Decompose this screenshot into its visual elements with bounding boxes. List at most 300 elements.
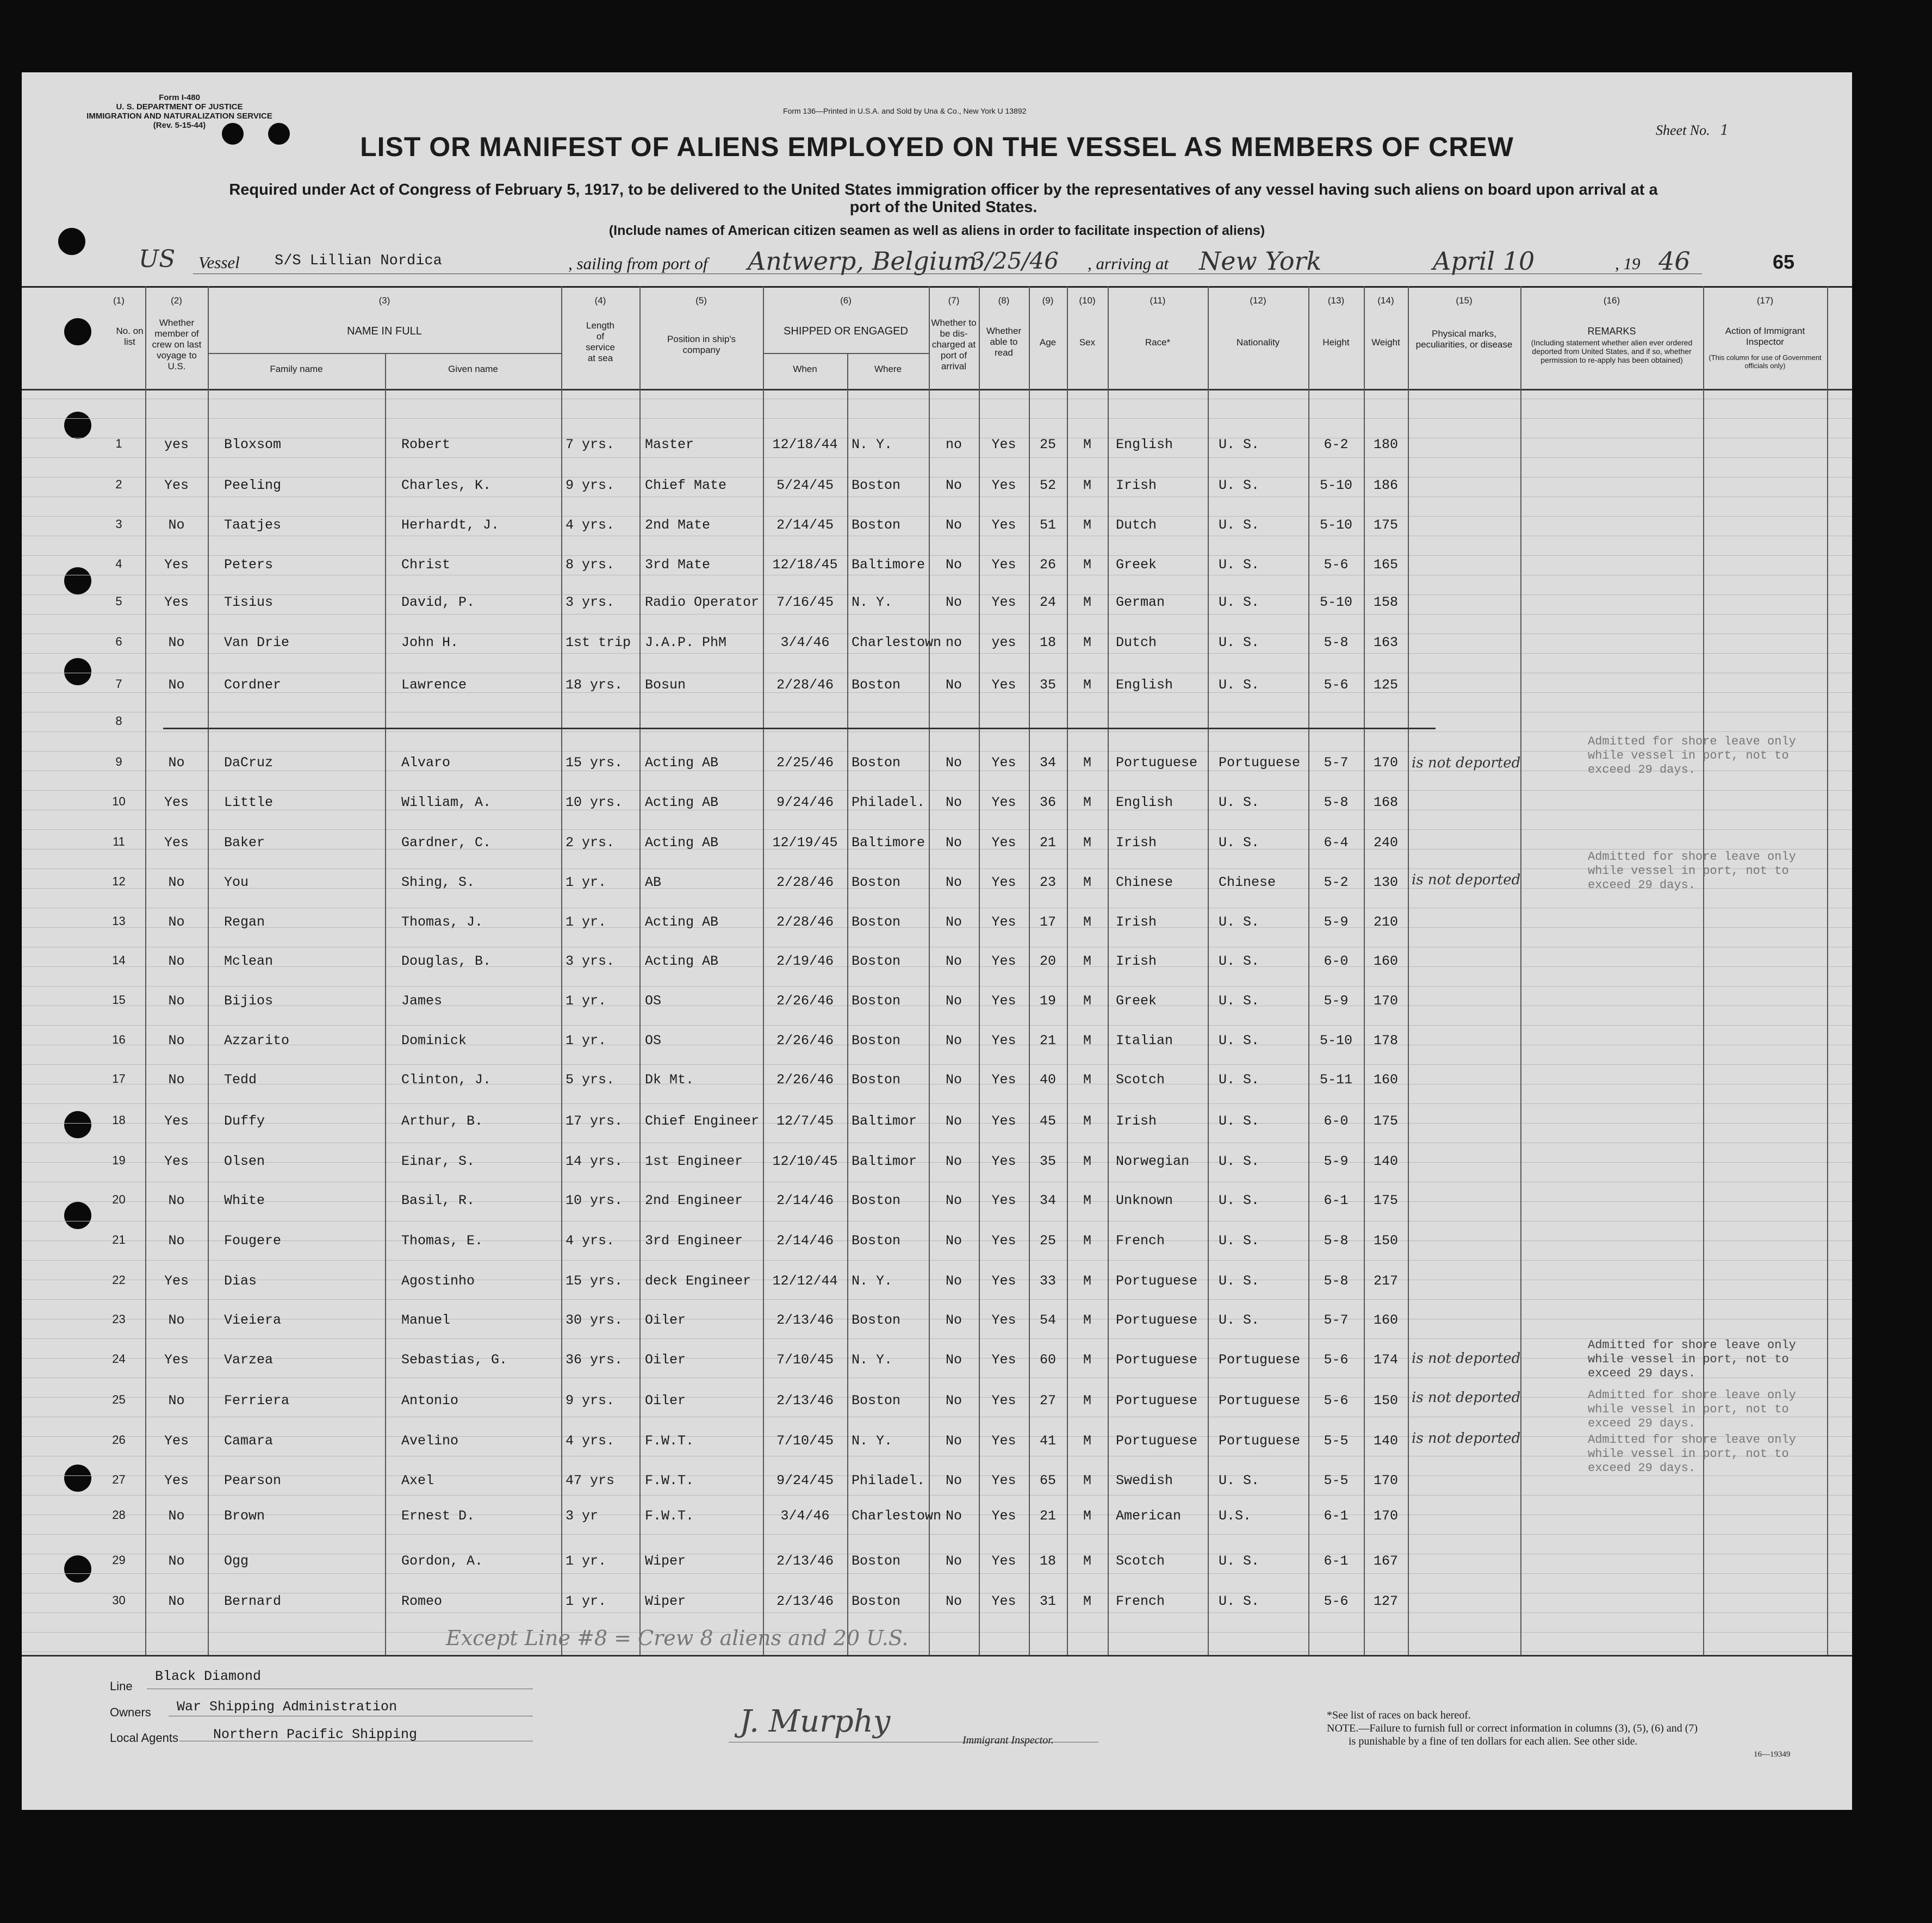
- ruled-line: [22, 829, 1852, 830]
- cell-sex: M: [1083, 1352, 1091, 1368]
- cell-position: Chief Mate: [645, 477, 727, 493]
- cell-position: J.A.P. PhM: [645, 635, 727, 650]
- summary-note: Except Line #8 = Crew 8 aliens and 20 U.S.: [446, 1626, 909, 1650]
- cell-height: 5-8: [1324, 795, 1349, 810]
- col-num-6: (6): [840, 295, 852, 306]
- cell-race: English: [1116, 437, 1173, 452]
- subtitle-act: [98, 181, 1789, 216]
- col-num-8: (8): [998, 295, 1010, 306]
- cell-service: 17 yrs.: [566, 1113, 623, 1129]
- punch-hole: [64, 1111, 91, 1138]
- cell-when: 3/4/46: [780, 1508, 830, 1524]
- cell-service: 30 yrs.: [566, 1312, 623, 1328]
- cell-weight: 170: [1373, 1508, 1398, 1524]
- cell-weight: 210: [1373, 914, 1398, 930]
- shore-leave-remark: Admitted for shore leave only while vessel in port, not to exceed 29 days.: [1588, 735, 1796, 777]
- cell-where: Baltimor: [852, 1153, 917, 1169]
- cell-member: Yes: [164, 557, 189, 573]
- column-divider: [639, 286, 641, 1655]
- cell-position: Bosun: [645, 677, 686, 693]
- cell-discharged: No: [945, 1393, 962, 1409]
- cell-where: Boston: [852, 677, 901, 693]
- ruled-line: [22, 1632, 1852, 1633]
- cell-service: 3 yr: [566, 1508, 599, 1524]
- cell-weight: 130: [1373, 874, 1398, 890]
- cell-no: 25: [112, 1393, 126, 1406]
- cell-where: Boston: [852, 1553, 901, 1569]
- shore-leave-remark: Admitted for shore leave only while vessel in port, not to exceed 29 days.: [1588, 850, 1796, 892]
- vessel-flag: US: [139, 245, 176, 273]
- cell-sex: M: [1083, 437, 1091, 452]
- col-num-7: (7): [948, 295, 960, 306]
- cell-sex: M: [1083, 1553, 1091, 1569]
- cell-height: 6-1: [1324, 1508, 1349, 1524]
- cell-height: 5-9: [1324, 914, 1349, 930]
- cell-race: Dutch: [1116, 635, 1157, 650]
- col-head-10: Sex: [1079, 337, 1096, 348]
- ruled-line: [22, 1612, 1852, 1613]
- cell-service: 36 yrs.: [566, 1352, 623, 1368]
- cell-member: Yes: [164, 1153, 189, 1169]
- cell-when: 12/18/44: [772, 437, 838, 452]
- cell-no: 15: [112, 993, 126, 1007]
- cell-service: 1 yr.: [566, 993, 607, 1009]
- cell-family-name: Duffy: [224, 1113, 265, 1129]
- cell-sex: M: [1083, 1113, 1091, 1129]
- col-head-13: Height: [1322, 337, 1350, 348]
- cell-no: 21: [112, 1233, 126, 1246]
- cell-nationality: U. S.: [1219, 517, 1260, 533]
- cell-age: 52: [1039, 477, 1056, 493]
- cell-sex: M: [1083, 1473, 1091, 1488]
- cell-position: 1st Engineer: [645, 1153, 743, 1169]
- cell-race: French: [1116, 1233, 1165, 1249]
- cell-family-name: Tisius: [224, 594, 274, 610]
- cell-height: 5-10: [1319, 517, 1352, 533]
- punch-hole: [64, 567, 91, 594]
- cell-race: Portuguese: [1116, 755, 1198, 771]
- punch-hole: [64, 318, 91, 345]
- owners-label: Owners: [110, 1705, 151, 1719]
- cell-given-name: Arthur, B.: [401, 1113, 483, 1129]
- manifest-page: [22, 72, 1852, 1810]
- cell-service: 5 yrs.: [566, 1072, 615, 1088]
- ruled-line: [22, 1299, 1852, 1300]
- punch-hole: [64, 412, 91, 439]
- cell-discharged: No: [945, 993, 962, 1009]
- cell-family-name: Ferriera: [224, 1393, 290, 1409]
- cell-race: German: [1116, 594, 1165, 610]
- col-head-17: Action of Immigrant Inspector: [1725, 326, 1805, 347]
- cell-where: Charlestown: [852, 1508, 942, 1524]
- cell-age: 40: [1039, 1072, 1056, 1088]
- cell-height: 5-6: [1324, 557, 1349, 573]
- cell-read: Yes: [991, 1393, 1016, 1409]
- cell-height: 5-5: [1324, 1473, 1349, 1488]
- cell-service: 8 yrs.: [566, 557, 615, 573]
- cell-read: Yes: [991, 835, 1016, 851]
- cell-service: 10 yrs.: [566, 795, 623, 810]
- ruled-line: [22, 516, 1852, 517]
- cell-given-name: Douglas, B.: [401, 953, 492, 969]
- col-num-10: (10): [1079, 295, 1096, 306]
- cell-sex: M: [1083, 1433, 1091, 1449]
- cell-sex: M: [1083, 635, 1091, 650]
- column-divider: [1408, 286, 1409, 1655]
- cell-nationality: Portuguese: [1219, 755, 1301, 771]
- cell-no: 14: [112, 953, 126, 967]
- cell-nationality: U. S.: [1219, 594, 1260, 610]
- cell-service: 14 yrs.: [566, 1153, 623, 1169]
- col-head-when: When: [793, 364, 817, 374]
- cell-height: 5-9: [1324, 993, 1349, 1009]
- cell-age: 35: [1039, 1153, 1056, 1169]
- cell-given-name: Lawrence: [401, 677, 467, 693]
- cell-given-name: Axel: [401, 1473, 434, 1488]
- cell-read: Yes: [991, 1193, 1016, 1208]
- cell-race: Chinese: [1116, 874, 1173, 890]
- cell-height: 5-5: [1324, 1433, 1349, 1449]
- cell-given-name: Gardner, C.: [401, 835, 492, 851]
- cell-age: 34: [1039, 1193, 1056, 1208]
- cell-discharged: No: [945, 914, 962, 930]
- cell-read: Yes: [991, 1352, 1016, 1368]
- cell-nationality: U. S.: [1219, 477, 1260, 493]
- cell-discharged: No: [945, 1193, 962, 1208]
- cell-height: 5-11: [1319, 1072, 1352, 1088]
- cell-race: Scotch: [1116, 1072, 1165, 1088]
- col-head-5: Position in ship's company: [667, 334, 736, 355]
- cell-service: 3 yrs.: [566, 594, 615, 610]
- cell-sex: M: [1083, 993, 1091, 1009]
- form-revision: (Rev. 5-15-44): [153, 121, 206, 130]
- cell-discharged: No: [945, 1233, 962, 1249]
- cell-member: Yes: [164, 1273, 189, 1289]
- cell-service: 1 yr.: [566, 1593, 607, 1609]
- col-num-2: (2): [171, 295, 182, 306]
- cell-weight: 150: [1373, 1233, 1398, 1249]
- cell-family-name: Azzarito: [224, 1033, 290, 1049]
- cell-no: 30: [112, 1593, 126, 1607]
- cell-sex: M: [1083, 874, 1091, 890]
- cell-family-name: Fougere: [224, 1233, 282, 1249]
- cell-read: Yes: [991, 1273, 1016, 1289]
- cell-read: Yes: [991, 594, 1016, 610]
- cell-weight: 150: [1373, 1393, 1398, 1409]
- cell-given-name: Manuel: [401, 1312, 451, 1328]
- ruled-line: [22, 1025, 1852, 1026]
- cell-member: No: [168, 1553, 185, 1569]
- col-head-given: Given name: [448, 364, 498, 374]
- page-number: 65: [1773, 251, 1795, 273]
- col-head-8: Whether able to read: [986, 326, 1022, 358]
- cell-where: Boston: [852, 1312, 901, 1328]
- cell-age: 26: [1039, 557, 1056, 573]
- cell-where: Baltimore: [852, 835, 925, 851]
- cell-race: Portuguese: [1116, 1433, 1198, 1449]
- shipped-subheader-line: [763, 353, 929, 354]
- col-head-3: NAME IN FULL: [347, 325, 422, 337]
- cell-weight: 140: [1373, 1153, 1398, 1169]
- cell-where: Boston: [852, 1233, 901, 1249]
- cell-family-name: Vieiera: [224, 1312, 282, 1328]
- cell-where: Boston: [852, 1593, 901, 1609]
- ruled-line: [22, 751, 1852, 752]
- cell-position: 2nd Mate: [645, 517, 711, 533]
- cell-weight: 127: [1373, 1593, 1398, 1609]
- cell-nationality: Portuguese: [1219, 1393, 1301, 1409]
- not-deported-note: is not deported: [1412, 872, 1521, 888]
- cell-read: Yes: [991, 517, 1016, 533]
- col-head-where: Where: [874, 364, 902, 374]
- cell-position: Oiler: [645, 1352, 686, 1368]
- cell-given-name: Agostinho: [401, 1273, 475, 1289]
- cell-height: 5-8: [1324, 1233, 1349, 1249]
- cell-family-name: Olsen: [224, 1153, 265, 1169]
- cell-given-name: Robert: [401, 437, 451, 452]
- cell-member: No: [168, 914, 185, 930]
- col-head-14: Weight: [1371, 337, 1400, 348]
- cell-height: 5-10: [1319, 1033, 1352, 1049]
- cell-height: 6-0: [1324, 953, 1349, 969]
- cell-weight: 170: [1373, 755, 1398, 771]
- cell-height: 5-7: [1324, 1312, 1349, 1328]
- printer-note: Form 136—Printed in U.S.A. and Sold by Una & Co., New York U 13892: [783, 107, 1027, 115]
- cell-discharged: No: [945, 795, 962, 810]
- cell-when: 2/14/46: [776, 1193, 834, 1208]
- cell-position: OS: [645, 1033, 662, 1049]
- cell-height: 5-7: [1324, 755, 1349, 771]
- cell-sex: M: [1083, 1193, 1091, 1208]
- cell-family-name: Baker: [224, 835, 265, 851]
- cell-when: 2/19/46: [776, 953, 834, 969]
- cell-discharged: No: [945, 1593, 962, 1609]
- cell-read: Yes: [991, 953, 1016, 969]
- col-num-4: (4): [594, 295, 606, 306]
- cell-when: 12/12/44: [772, 1273, 838, 1289]
- cell-member: Yes: [164, 477, 189, 493]
- cell-weight: 160: [1373, 953, 1398, 969]
- cell-where: Charlestown: [852, 635, 942, 650]
- cell-nationality: U. S.: [1219, 1233, 1260, 1249]
- cell-sex: M: [1083, 557, 1091, 573]
- cell-when: 12/18/45: [772, 557, 838, 573]
- cell-service: 1st trip: [566, 635, 631, 650]
- cell-where: Baltimore: [852, 557, 925, 573]
- cell-family-name: Cordner: [224, 677, 282, 693]
- cell-read: Yes: [991, 874, 1016, 890]
- cell-service: 15 yrs.: [566, 1273, 623, 1289]
- punch-hole: [64, 658, 91, 685]
- cell-given-name: Avelino: [401, 1433, 459, 1449]
- cell-race: Portuguese: [1116, 1273, 1198, 1289]
- year-prefix: , 19: [1615, 254, 1641, 273]
- footer-note-fine: is punishable by a fine of ten dollars for each alien. See other side.: [1349, 1735, 1638, 1747]
- cell-when: 3/4/46: [780, 635, 830, 650]
- col-head-1: No. on list: [116, 326, 144, 347]
- cell-when: 2/13/46: [776, 1312, 834, 1328]
- column-divider: [1208, 286, 1209, 1655]
- cell-member: No: [168, 755, 185, 771]
- cell-read: Yes: [991, 677, 1016, 693]
- cell-no: 1: [115, 437, 122, 450]
- cell-no: 23: [112, 1312, 126, 1326]
- cell-age: 65: [1039, 1473, 1056, 1488]
- cell-no: 8: [115, 714, 122, 728]
- cell-position: Wiper: [645, 1593, 686, 1609]
- cell-member: No: [168, 1233, 185, 1249]
- cell-where: Boston: [852, 755, 901, 771]
- cell-where: N. Y.: [852, 1352, 893, 1368]
- cell-discharged: No: [945, 874, 962, 890]
- cell-service: 1 yr.: [566, 914, 607, 930]
- cell-given-name: Ernest D.: [401, 1508, 475, 1524]
- cell-family-name: Tedd: [224, 1072, 257, 1088]
- cell-no: 9: [115, 755, 122, 768]
- cell-family-name: Bernard: [224, 1593, 282, 1609]
- shore-leave-remark: Admitted for shore leave only while vessel in port, not to exceed 29 days.: [1588, 1338, 1796, 1380]
- col-num-5: (5): [695, 295, 707, 306]
- cell-discharged: No: [945, 594, 962, 610]
- col-num-13: (13): [1327, 295, 1345, 306]
- cell-read: Yes: [991, 1312, 1016, 1328]
- cell-weight: 160: [1373, 1072, 1398, 1088]
- cell-age: 18: [1039, 1553, 1056, 1569]
- cell-age: 27: [1039, 1393, 1056, 1409]
- cell-discharged: No: [945, 1433, 962, 1449]
- cell-family-name: DaCruz: [224, 755, 274, 771]
- cell-sex: M: [1083, 1033, 1091, 1049]
- cell-given-name: Antonio: [401, 1393, 459, 1409]
- cell-where: Boston: [852, 1393, 901, 1409]
- col-head-11: Race*: [1145, 337, 1171, 348]
- cell-family-name: Pearson: [224, 1473, 282, 1488]
- cell-service: 4 yrs.: [566, 1433, 615, 1449]
- cell-race: American: [1116, 1508, 1182, 1524]
- cell-position: F.W.T.: [645, 1433, 694, 1449]
- vessel-label: Vessel: [198, 253, 240, 272]
- cell-no: 29: [112, 1553, 126, 1567]
- cell-when: 2/13/46: [776, 1553, 834, 1569]
- cell-nationality: U. S.: [1219, 437, 1260, 452]
- cell-read: Yes: [991, 477, 1016, 493]
- table-top-border: [22, 286, 1852, 288]
- cell-no: 20: [112, 1193, 126, 1206]
- not-deported-note: is not deported: [1412, 1350, 1521, 1367]
- cell-height: 5-10: [1319, 594, 1352, 610]
- cell-no: 24: [112, 1352, 126, 1366]
- cell-family-name: Peeling: [224, 477, 282, 493]
- cell-service: 15 yrs.: [566, 755, 623, 771]
- cell-read: Yes: [991, 795, 1016, 810]
- cell-service: 4 yrs.: [566, 517, 615, 533]
- cell-height: 5-10: [1319, 477, 1352, 493]
- cell-age: 51: [1039, 517, 1056, 533]
- col-num-3: (3): [378, 295, 390, 306]
- cell-age: 24: [1039, 594, 1056, 610]
- cell-read: Yes: [991, 437, 1016, 452]
- cell-no: 11: [113, 835, 125, 848]
- cell-race: French: [1116, 1593, 1165, 1609]
- cell-discharged: No: [945, 1113, 962, 1129]
- cell-position: Radio Operator: [645, 594, 760, 610]
- cell-when: 7/16/45: [776, 594, 834, 610]
- agents-label: Local Agents: [110, 1731, 178, 1745]
- cell-sex: M: [1083, 594, 1091, 610]
- ruled-line: [22, 986, 1852, 987]
- cell-where: Philadel.: [852, 1473, 925, 1488]
- cell-family-name: Ogg: [224, 1553, 249, 1569]
- form-number: Form I-480: [159, 93, 200, 102]
- inspector-signature: J. Murphy: [740, 1704, 891, 1739]
- cell-age: 36: [1039, 795, 1056, 810]
- subtitle-line-1: Required under Act of Congress of February 5, 1917, to be delivered to the United States immigration officer by the representatives of any vessel having such aliens on board upon arrival at a: [229, 181, 1658, 198]
- cell-weight: 175: [1373, 1113, 1398, 1129]
- ruled-line: [22, 1573, 1852, 1574]
- cell-read: Yes: [991, 1508, 1016, 1524]
- cell-position: Master: [645, 437, 694, 452]
- cell-read: Yes: [991, 1153, 1016, 1169]
- shore-leave-remark: Admitted for shore leave only while vessel in port, not to exceed 29 days.: [1588, 1388, 1796, 1430]
- cell-member: No: [168, 993, 185, 1009]
- cell-no: 26: [112, 1433, 126, 1447]
- cell-member: No: [168, 1193, 185, 1208]
- cell-given-name: Herhardt, J.: [401, 517, 500, 533]
- ruled-line: [22, 614, 1852, 615]
- cell-given-name: Dominick: [401, 1033, 467, 1049]
- cell-no: 4: [115, 557, 122, 570]
- cell-no: 7: [115, 677, 122, 691]
- cell-family-name: Regan: [224, 914, 265, 930]
- cell-race: Portuguese: [1116, 1393, 1198, 1409]
- cell-position: 3rd Engineer: [645, 1233, 743, 1249]
- table-bottom-border: [22, 1655, 1852, 1657]
- cell-given-name: Clinton, J.: [401, 1072, 492, 1088]
- cell-position: Dk Mt.: [645, 1072, 694, 1088]
- footer-note-races: *See list of races on back hereof.: [1327, 1709, 1471, 1721]
- cell-race: Irish: [1116, 477, 1157, 493]
- cell-position: Acting AB: [645, 795, 719, 810]
- cell-race: Portuguese: [1116, 1352, 1198, 1368]
- cell-age: 54: [1039, 1312, 1056, 1328]
- cell-read: Yes: [991, 1113, 1016, 1129]
- cell-race: Irish: [1116, 914, 1157, 930]
- cell-when: 7/10/45: [776, 1433, 834, 1449]
- cell-no: 27: [112, 1473, 126, 1486]
- service-name: IMMIGRATION AND NATURALIZATION SERVICE: [86, 111, 272, 121]
- cell-when: 12/19/45: [772, 835, 838, 851]
- cell-nationality: U. S.: [1219, 1273, 1260, 1289]
- cell-discharged: No: [945, 1508, 962, 1524]
- cell-weight: 167: [1373, 1553, 1398, 1569]
- cell-discharged: no: [945, 635, 962, 650]
- cell-weight: 178: [1373, 1033, 1398, 1049]
- col-head-9: Age: [1039, 337, 1057, 348]
- cell-given-name: Thomas, E.: [401, 1233, 483, 1249]
- col-num-9: (9): [1042, 295, 1054, 306]
- column-divider: [1827, 286, 1828, 1655]
- cell-where: Boston: [852, 1193, 901, 1208]
- cell-weight: 140: [1373, 1433, 1398, 1449]
- col-head-2: Whether member of crew on last voyage to U.S.: [152, 318, 202, 371]
- cell-when: 2/28/46: [776, 874, 834, 890]
- cell-member: No: [168, 1033, 185, 1049]
- col-head-16-note: (Including statement whether alien ever ordered deported from United States, and if so, whether permission to re-apply has been obtained): [1531, 338, 1693, 364]
- cell-weight: 158: [1373, 594, 1398, 610]
- cell-when: 2/28/46: [776, 677, 834, 693]
- arriving-port: New York: [1199, 246, 1322, 276]
- cell-age: 21: [1039, 1033, 1056, 1049]
